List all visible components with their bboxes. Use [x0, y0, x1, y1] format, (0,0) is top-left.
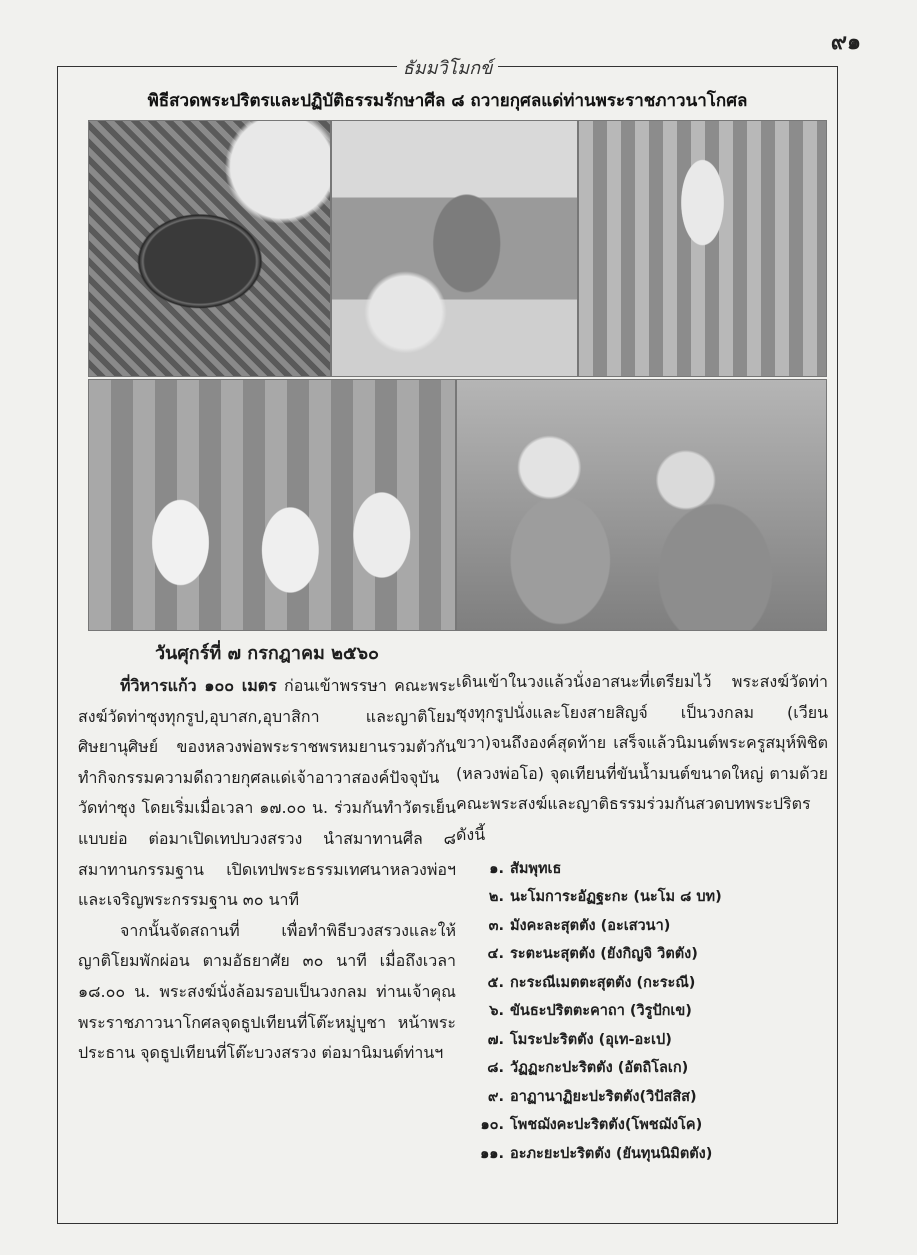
list-item: ๕. กะระณีเมตตะสุตตัง (กะระณี) — [487, 974, 696, 991]
list-item: ๖. ขันธะปริตตะคาถา (วิรูปักเข) — [489, 1003, 692, 1020]
date-line: วันศุกร์ที่ ๗ กรกฎาคม ๒๕๖๐ — [154, 643, 380, 664]
list-item: ๒. นะโมการะอัฏฐะกะ (นะโม ๘ บท) — [488, 889, 722, 906]
venue-body: ก่อนเข้าพรรษา คณะพระสงฆ์วัดท่าซุงทุกรูป,อุบาสก,อุบาสิกา และญาติโยมศิษยานุศิษย์ ของหลวงพ่อพระราชพรหมยานรวมตัวกัน ทำกิจกรรมความดีถวายกุศลแด่เจ้าอาวาสองค์ปัจจุบัน วัดท่าซุง โดยเริ่มเมื่อเวลา ๑๗.๐๐ น. ร่วมกันทำวัตรเย็นแบบย่อ ต่อมาเปิดเทปบวงสรวง นำสมาทานศีล ๘ สมาทานกรรมฐาน เปิดเทปพระธรรมเทศนาหลวงพ่อฯ และเจริญพระกรรมฐาน ๓๐ นาที — [78, 676, 456, 910]
list-item: ๘. วัฏฏะกะปะริตตัง (อัตถิโลเก) — [487, 1060, 689, 1077]
ceremony-title: พิธีสวดพระปริตรและปฏิบัติธรรมรักษาศีล ๘ ถวายกุศลแด่ท่านพระราชภาวนาโกศล — [147, 91, 748, 111]
paragraph-ceremony: จากนั้นจัดสถานที่ เพื่อทำพิธีบวงสรวงและให้ญาติโยมพักผ่อน ตามอัธยาศัย ๓๐ นาที เมื่อถึงเวลา ๑๘.๐๐ น. พระสงฆ์นั่งล้อมรอบเป็นวงกลม ท่านเจ้าคุณพระราชภาวนาโกศลจุดธูปเทียนที่โต๊ะหมู่บูชา หน้าพระประธาน จุดธูปเทียนที่โต๊ะบวงสรวง ต่อมานิมนต์ท่านฯ — [78, 920, 456, 1063]
list-item: ๔. ระตะนะสุตตัง (ยังกิญจิ วิตตัง) — [487, 946, 698, 963]
paragraph-chanting: เดินเข้าในวงแล้วนั่งอาสนะที่เตรียมไว้ พระสงฆ์วัดท่าซุงทุกรูปนั่งและโยงสายสิญจ์ เป็นวงกลม (เวียนขวา)จนถึงองค์สุดท้าย เสร็จแล้วนิมนต์พระครูสมุห์พิชิต (หลวงพ่อโอ) จุดเทียนที่ขันน้ำมนต์ขนาดใหญ่ ตามด้วยคณะพระสงฆ์และญาติธรรมร่วมกันสวดบทพระปริตร ดังนี้ — [456, 672, 828, 844]
list-item: ๑. สัมพุทเธ — [489, 860, 562, 877]
right-column — [456, 639, 828, 1168]
monks-chanting-photo — [456, 379, 827, 631]
list-item: ๑๐. โพชฌังคะปะริตตัง(โพชฌังโค) — [480, 1117, 703, 1134]
publication-title: ธัมมวิโมกข์ — [397, 53, 499, 82]
monk-ceremony-photo — [331, 120, 578, 377]
chant-list — [456, 855, 828, 1169]
holy-water-bowl-photo — [88, 120, 331, 377]
article-frame — [57, 58, 838, 1224]
venue-lead: ที่วิหารแก้ว ๑๐๐ เมตร — [120, 676, 277, 695]
list-item: ๑๑. อะภะยะปะริตตัง (ยันทุนนิมิตตัง) — [480, 1145, 713, 1162]
list-item: ๗. โมระปะริตตัง (อุเท-อะเป) — [487, 1031, 672, 1048]
list-item: ๙. อาฏานาฏิยะปะริตตัง(วิปัสสิส) — [487, 1088, 697, 1105]
paragraph-venue — [78, 671, 456, 916]
buddha-altar-photo — [578, 120, 827, 377]
left-column — [78, 639, 456, 1069]
list-item: ๓. มังคะละสุตตัง (อะเสวนา) — [488, 917, 671, 934]
laypeople-meditating-photo — [88, 379, 456, 631]
publication-header — [58, 53, 837, 82]
page-number: ๙๑ — [830, 30, 861, 55]
